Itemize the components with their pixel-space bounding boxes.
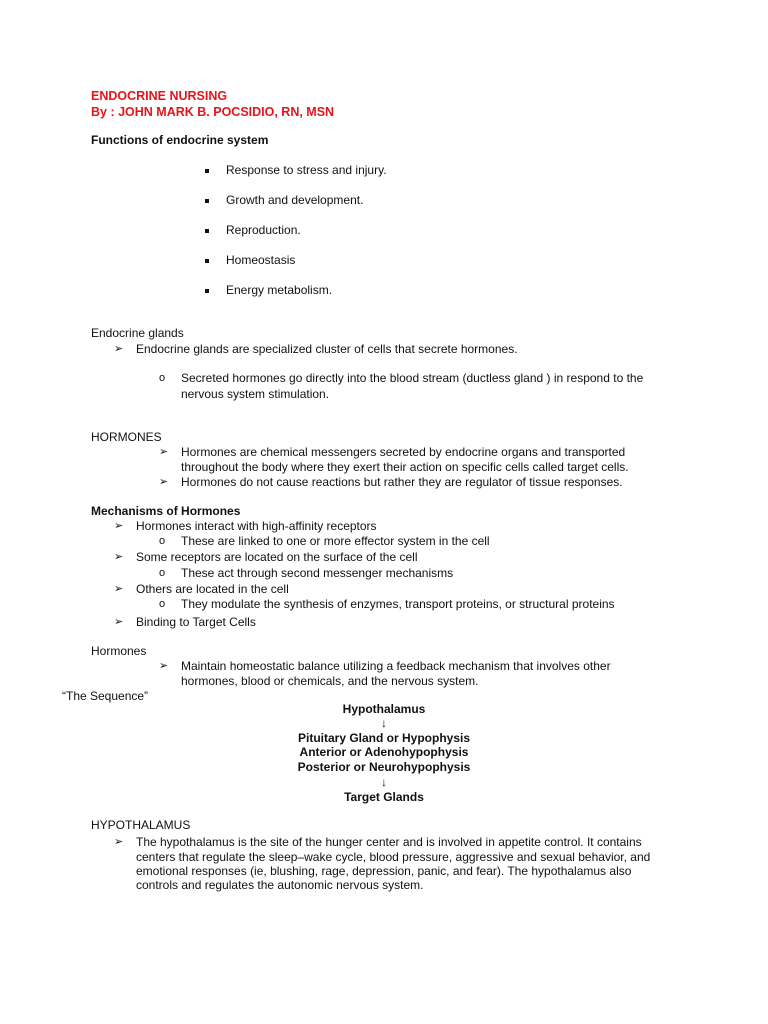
square-bullet-icon <box>205 199 209 203</box>
mechanism-item: Others are located in the cell <box>136 582 289 596</box>
mechanisms-heading: Mechanisms of Hormones <box>91 504 241 518</box>
sequence-step-anterior: Anterior or Adenohypophysis <box>299 745 469 759</box>
glands-subpoint-line1: Secreted hormones go directly into the blood stream (ductless gland ) in respond to the <box>181 371 644 385</box>
circle-bullet-icon: o <box>159 567 166 579</box>
sequence-step-pituitary: Pituitary Gland or Hypophysis <box>297 731 471 745</box>
hormones2-line1: Maintain homeostatic balance utilizing a feedback mechanism that involves other <box>181 659 611 673</box>
hypothalamus-line4: controls and regulates the autonomic nervous system. <box>136 878 424 892</box>
hormones-point1-line2: throughout the body where they exert their action on specific cells called target cells. <box>181 460 629 474</box>
list-item: Growth and development. <box>226 193 364 207</box>
sequence-label: “The Sequence” <box>62 689 149 703</box>
square-bullet-icon <box>205 289 209 293</box>
arrow-bullet-icon: ➢ <box>114 616 124 628</box>
circle-bullet-icon: o <box>159 372 166 384</box>
arrow-bullet-icon: ➢ <box>159 476 169 488</box>
hormones2-line2: hormones, blood or chemicals, and the nervous system. <box>181 674 479 688</box>
hormones2-heading: Hormones <box>91 644 147 658</box>
square-bullet-icon <box>205 259 209 263</box>
arrow-bullet-icon: ➢ <box>159 660 169 672</box>
arrow-bullet-icon: ➢ <box>159 446 169 458</box>
arrow-bullet-icon: ➢ <box>114 583 124 595</box>
sequence-step-hypothalamus: Hypothalamus <box>342 702 426 716</box>
arrow-bullet-icon: ➢ <box>114 520 124 532</box>
glands-subpoint-line2: nervous system stimulation. <box>181 387 330 401</box>
arrow-bullet-icon: ➢ <box>114 836 124 848</box>
document-author: By : JOHN MARK B. POCSIDIO, RN, MSN <box>91 105 335 119</box>
square-bullet-icon <box>205 229 209 233</box>
document-title: ENDOCRINE NURSING <box>91 89 228 103</box>
mechanism-subitem: These are linked to one or more effector system in the cell <box>181 534 490 548</box>
mechanism-subitem: These act through second messenger mechanisms <box>181 566 454 580</box>
glands-point: Endocrine glands are specialized cluster of cells that secrete hormones. <box>136 342 518 356</box>
sequence-step-target-glands: Target Glands <box>344 790 424 804</box>
hormones-heading: HORMONES <box>91 430 162 444</box>
square-bullet-icon <box>205 169 209 173</box>
hormones-point2: Hormones do not cause reactions but rather they are regulator of tissue responses. <box>181 475 623 489</box>
hypothalamus-line2: centers that regulate the sleep–wake cycle, blood pressure, aggressive and sexual behavior, and <box>136 850 651 864</box>
list-item: Response to stress and injury. <box>226 163 387 177</box>
mechanism-item: Some receptors are located on the surface of the cell <box>136 550 418 564</box>
hypothalamus-heading: HYPOTHALAMUS <box>91 818 191 832</box>
list-item: Reproduction. <box>226 223 301 237</box>
functions-heading: Functions of endocrine system <box>91 133 269 147</box>
circle-bullet-icon: o <box>159 535 166 547</box>
list-item: Homeostasis <box>226 253 296 267</box>
list-item: Energy metabolism. <box>226 283 333 297</box>
down-arrow-icon: ↓ <box>381 716 387 730</box>
arrow-bullet-icon: ➢ <box>114 551 124 563</box>
glands-heading: Endocrine glands <box>91 326 184 340</box>
circle-bullet-icon: o <box>159 598 166 610</box>
mechanism-subitem: They modulate the synthesis of enzymes, transport proteins, or structural proteins <box>181 597 615 611</box>
hypothalamus-line1: The hypothalamus is the site of the hunger center and is involved in appetite control. It contains <box>136 835 642 849</box>
arrow-bullet-icon: ➢ <box>114 343 124 355</box>
sequence-step-posterior: Posterior or Neurohypophysis <box>297 760 471 774</box>
hormones-point1-line1: Hormones are chemical messengers secreted by endocrine organs and transported <box>181 445 626 459</box>
mechanism-item: Hormones interact with high-affinity receptors <box>136 519 377 533</box>
down-arrow-icon: ↓ <box>381 775 387 789</box>
mechanism-item: Binding to Target Cells <box>136 615 256 629</box>
hypothalamus-line3: emotional responses (ie, blushing, rage, depression, panic, and fear). The hypothalamus also <box>136 864 632 878</box>
